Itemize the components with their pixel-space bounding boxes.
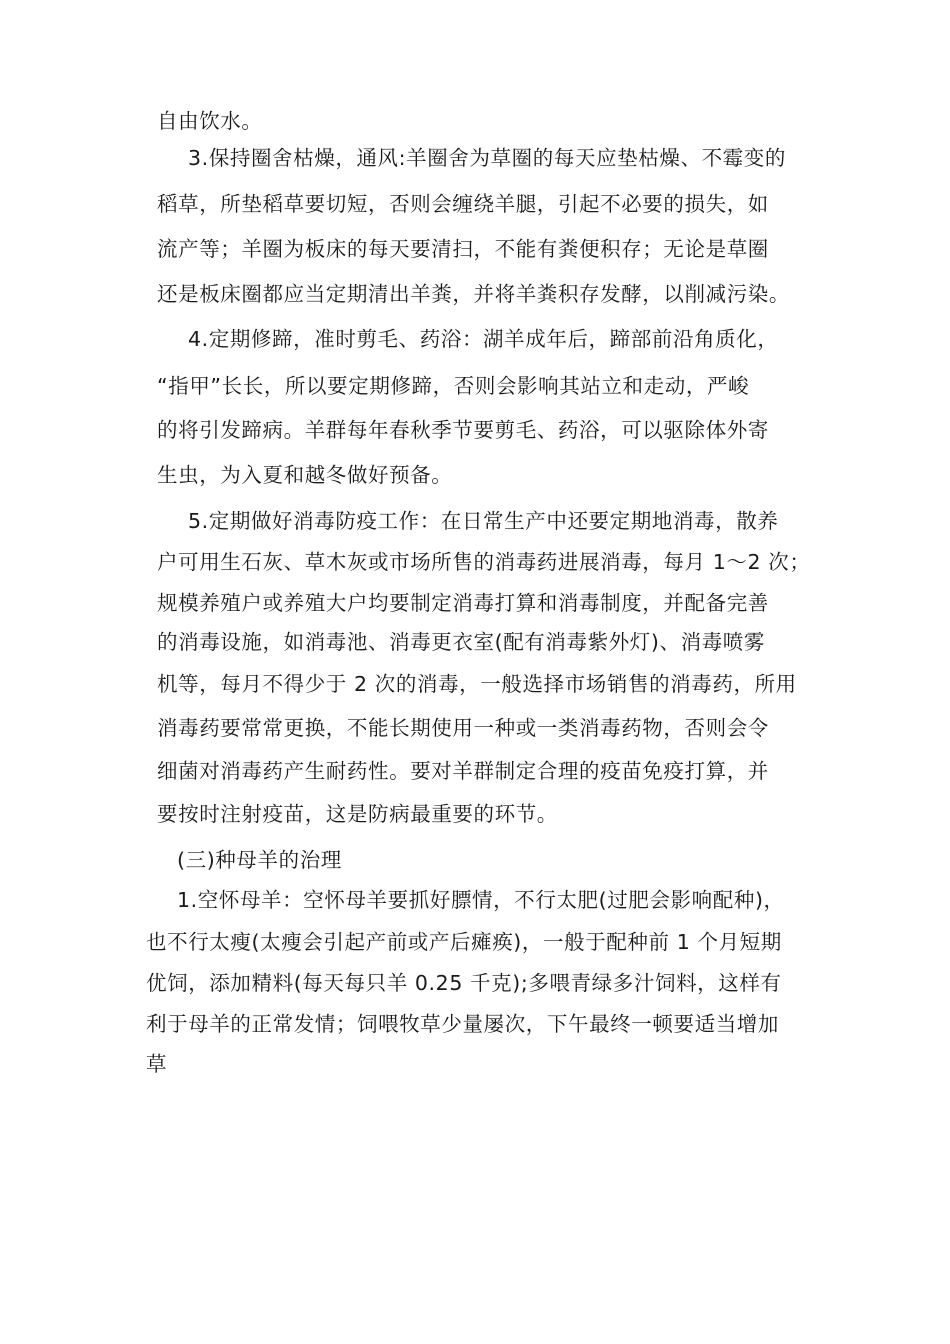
- text-line: 规模养殖户或养殖大户均要制定消毒打算和消毒制度，并配备完善: [157, 591, 769, 615]
- text-line: 的消毒设施，如消毒池、消毒更衣室(配有消毒紫外灯)、消毒喷雾: [157, 630, 765, 654]
- text-line: 优饲，添加精料(每天每只羊 0.25 千克);多喂青绿多汁饲料，这样有: [146, 971, 782, 995]
- text-line: 的将引发蹄病。羊群每年春秋季节要剪毛、药浴，可以驱除体外寄: [157, 418, 769, 442]
- text-line: 利于母羊的正常发情；饲喂牧草少量屡次，下午最终一顿要适当增加: [146, 1012, 779, 1036]
- text-line: “指甲”长长，所以要定期修蹄，否则会影响其站立和走动，严峻: [157, 374, 750, 398]
- text-line: 机等，每月不得少于 2 次的消毒，一般选择市场销售的消毒药，所用: [157, 672, 797, 696]
- text-line: 3.保持圈舍枯燥，通风:羊圈舍为草圈的每天应垫枯燥、不霉变的: [188, 146, 786, 170]
- text-line: 自由饮水。: [157, 109, 263, 133]
- text-line: 也不行太瘦(太瘦会引起产前或产后瘫痪)，一般于配种前 1 个月短期: [146, 930, 782, 954]
- text-line: 稻草，所垫稻草要切短，否则会缠绕羊腿，引起不必要的损失，如: [157, 192, 769, 216]
- text-line: 草: [146, 1052, 168, 1076]
- text-line: 1.空怀母羊：空怀母羊要抓好膘情，不行太肥(过肥会影响配种)，: [177, 888, 785, 912]
- text-line: 消毒药要常常更换，不能长期使用一种或一类消毒药物，否则会令: [157, 716, 769, 740]
- text-line: 还是板床圈都应当定期清出羊粪，并将羊粪积存发酵，以削减污染。: [157, 282, 790, 306]
- text-line: 生虫，为入夏和越冬做好预备。: [157, 463, 453, 487]
- text-line: 5.定期做好消毒防疫工作：在日常生产中还要定期地消毒，散养: [188, 509, 779, 533]
- text-line: 流产等；羊圈为板床的每天要清扫，不能有粪便积存；无论是草圈: [157, 237, 769, 261]
- text-line: 4.定期修蹄，准时剪毛、药浴：湖羊成年后，蹄部前沿角质化，: [188, 327, 779, 351]
- text-line: 户可用生石灰、草木灰或市场所售的消毒药进展消毒，每月 1～2 次；: [157, 550, 811, 574]
- text-line: 细菌对消毒药产生耐药性。要对羊群制定合理的疫苗免疫打算，并: [157, 759, 769, 783]
- section-heading: (三)种母羊的治理: [177, 848, 342, 872]
- text-line: 要按时注射疫苗，这是防病最重要的环节。: [157, 802, 558, 826]
